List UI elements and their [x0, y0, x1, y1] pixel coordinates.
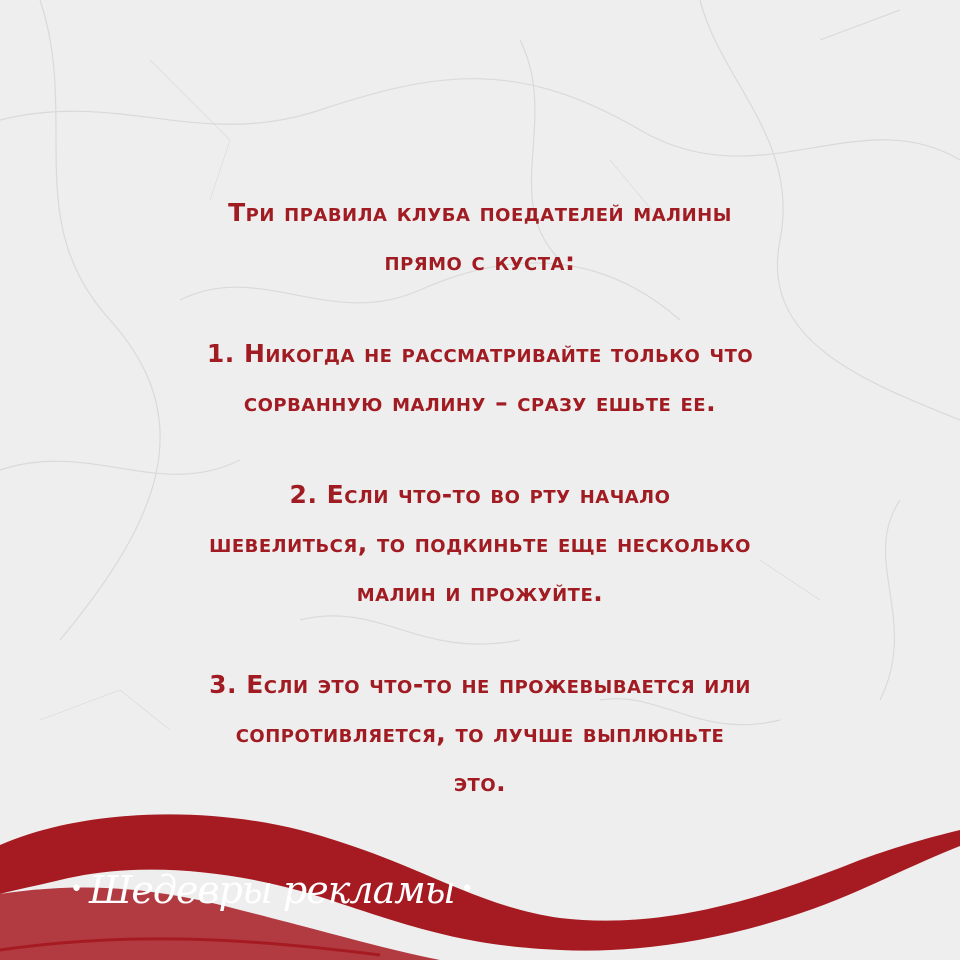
rule-line: 1. Никогда не рассматривайте только что	[206, 339, 754, 368]
logo-bullet-right: •	[460, 877, 474, 902]
logo-bullet-left: •	[70, 877, 83, 902]
intro-line: Три правила клуба поедателей малины	[228, 198, 732, 227]
rule-line: 2. Если что-то во рту начало	[289, 480, 671, 509]
rule-line: сорванную малину – сразу ешьте ее.	[243, 388, 717, 417]
intro-line: прямо с куста:	[384, 247, 576, 276]
rule-3	[60, 660, 900, 807]
rule-line: малин и прожуйте.	[356, 578, 604, 607]
rules-text	[60, 188, 900, 807]
rule-line: шевелиться, то подкиньте еще несколько	[209, 529, 751, 558]
rule-line: 3. Если это что-то не прожевывается или	[209, 670, 751, 699]
rule-1	[60, 329, 900, 427]
rule-2	[60, 470, 900, 617]
rule-line: сопротивляется, то лучше выплюньте	[235, 719, 725, 748]
brand-logo	[70, 868, 474, 912]
logo-text: Шедевры рекламы	[88, 868, 455, 912]
intro-heading	[60, 188, 900, 286]
rule-line: это.	[453, 768, 507, 797]
